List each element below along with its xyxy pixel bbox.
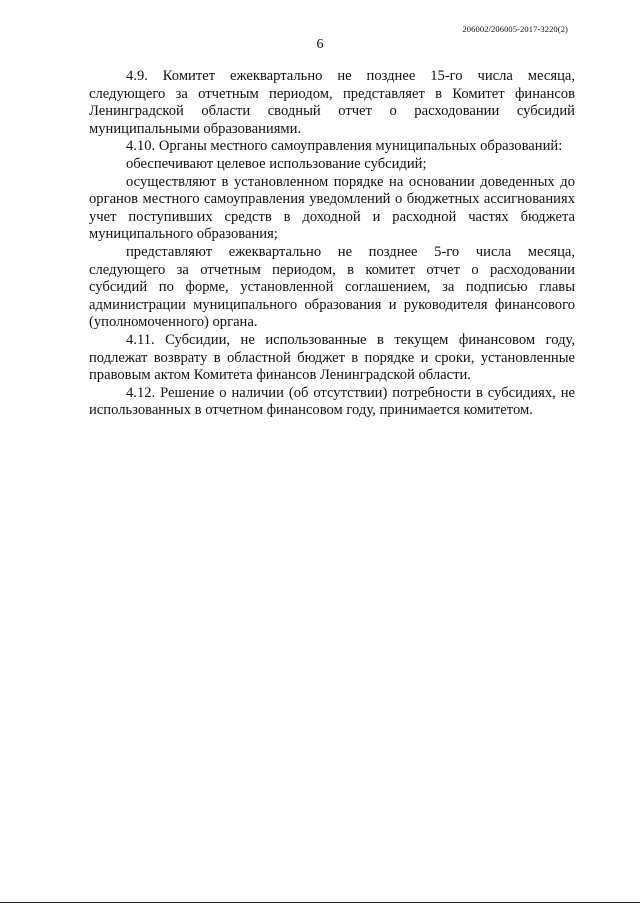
paragraph-target-use: обеспечивают целевое использование субсидий;	[126, 155, 427, 172]
paragraph-reporting: представляют ежеквартально не позднее 5-го числа месяца, следующего за отчетным периодом, в комитет отчет о расходовании субсидий по форме, установленной соглашением, за подписью главы администрации муниципального образования и руководителя финансового (уполномоченного) органа.	[89, 243, 575, 331]
page-number: 6	[316, 37, 324, 52]
scan-edge-line	[0, 902, 640, 903]
paragraph-accounting: осуществляют в установленном порядке на основании доведенных до органов местного самоуправления уведомлений о бюджетных ассигнованиях учет поступивших средств в доходной и расходной частях бюджета муниципального образования;	[89, 173, 575, 243]
paragraph-4-10: 4.10. Органы местного самоуправления муниципальных образований:	[126, 138, 563, 155]
paragraph-4-9: 4.9. Комитет ежеквартально не позднее 15-го числа месяца, следующего за отчетным периодом, представляет в Комитет финансов Ленинградской области сводный отчет о расходовании субсидий муниципальными образованиями.	[89, 68, 575, 137]
paragraph-4-11: 4.11. Субсидии, не использованные в текущем финансовом году, подлежат возврату в областной бюджет в порядке и сроки, установленные правовым актом Комитета финансов Ленинградской области.	[89, 331, 575, 384]
document-code: 206002/206005-2017-3220(2)	[462, 24, 568, 34]
paragraph-4-12: 4.12. Решение о наличии (об отсутствии) потребности в субсидиях, не использованных в отчетном финансовом году, принимается комитетом.	[89, 384, 575, 419]
document-body	[89, 68, 575, 420]
